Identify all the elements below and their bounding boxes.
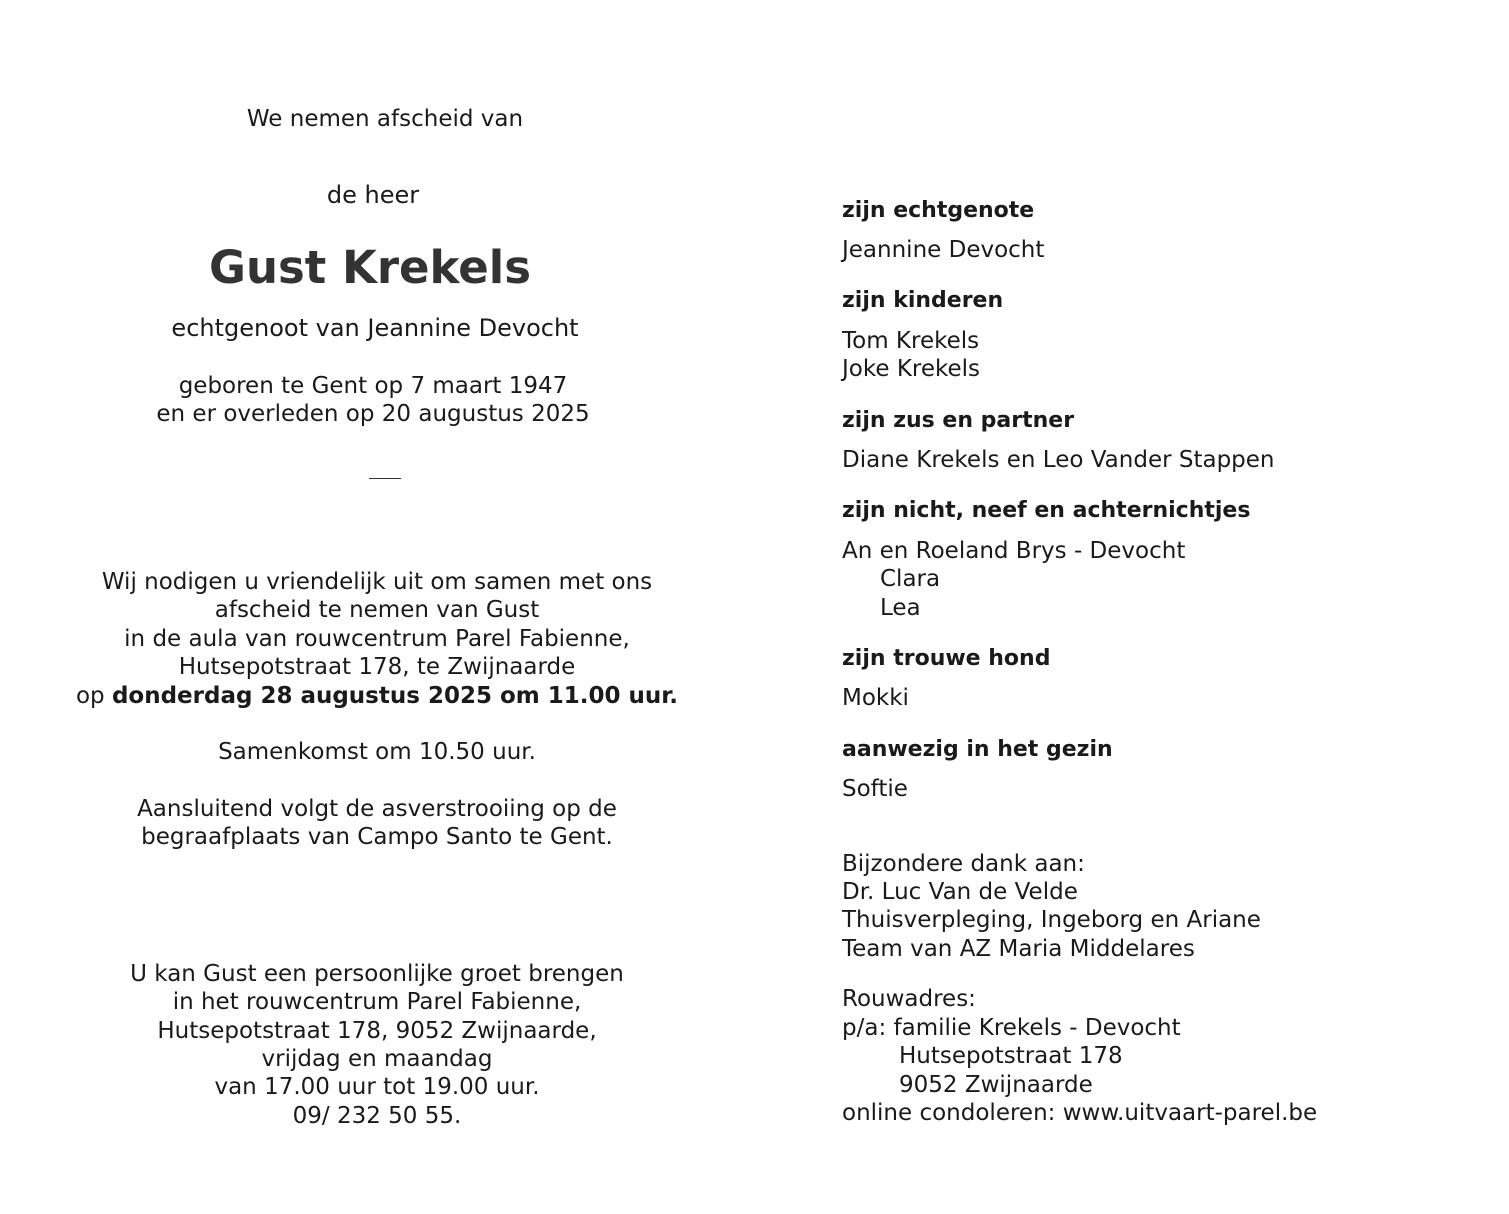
right-panel xyxy=(842,0,1492,1214)
deceased-name: Gust Krekels xyxy=(209,241,531,294)
grandniece-name: Clara xyxy=(880,566,941,592)
ceremony-date: donderdag 28 augustus 2025 om 11.00 uur. xyxy=(111,683,679,709)
thanks-line-3: Thuisverpleging, Ingeborg en Ariane xyxy=(842,907,1261,933)
visit-line-3: Hutsepotstraat 178, 9052 Zwijnaarde, xyxy=(157,1018,597,1044)
sister-heading: zijn zus en partner xyxy=(842,408,1075,433)
visit-line-4: vrijdag en maandag xyxy=(261,1046,493,1072)
visit-line-1: U kan Gust een persoonlijke groet brengen xyxy=(130,961,624,987)
address-line-1: Rouwadres: xyxy=(842,986,976,1012)
visit-line-2: in het rouwcentrum Parel Fabienne, xyxy=(172,989,582,1015)
present-name: Softie xyxy=(842,776,908,802)
title-prefix: de heer xyxy=(326,181,420,209)
niece-heading: zijn nicht, neef en achternichtjes xyxy=(842,498,1251,523)
address-line-3: Hutsepotstraat 178 xyxy=(899,1043,1123,1069)
invitation-prefix: op xyxy=(75,683,112,709)
invitation-line-4: Hutsepotstraat 178, te Zwijnaarde xyxy=(178,654,576,680)
present-heading: aanwezig in het gezin xyxy=(842,737,1113,762)
address-line-4: 9052 Zwijnaarde xyxy=(899,1072,1093,1098)
dog-heading: zijn trouwe hond xyxy=(842,646,1051,671)
separator-line xyxy=(369,478,401,479)
intro-text: We nemen afscheid van xyxy=(246,106,524,132)
scatter-line-1: Aansluitend volgt de asverstrooiing op de xyxy=(137,796,617,822)
wife-heading: zijn echtgenote xyxy=(842,198,1035,223)
scatter-line-2: begraafplaats van Campo Santo te Gent. xyxy=(141,824,613,850)
address-line-2: p/a: familie Krekels - Devocht xyxy=(842,1015,1181,1041)
dog-name: Mokki xyxy=(842,685,909,711)
died-line: en er overleden op 20 augustus 2025 xyxy=(156,401,590,427)
gathering-text: Samenkomst om 10.50 uur. xyxy=(218,739,536,765)
grandniece-name: Lea xyxy=(880,595,921,621)
invitation-line-5 xyxy=(0,682,762,711)
sister-names: Diane Krekels en Leo Vander Stappen xyxy=(842,447,1275,473)
invitation-line-2: afscheid te nemen van Gust xyxy=(214,597,540,623)
child-name: Joke Krekels xyxy=(842,356,981,382)
thanks-line-2: Dr. Luc Van de Velde xyxy=(842,879,1078,905)
spouse-line: echtgenoot van Jeannine Devocht xyxy=(171,314,579,342)
thanks-line-1: Bijzondere dank aan: xyxy=(842,851,1085,877)
condolence-link[interactable]: online condoleren: www.uitvaart-parel.be xyxy=(842,1100,1318,1126)
invitation-line-1: Wij nodigen u vriendelijk uit om samen met ons xyxy=(101,569,653,595)
children-heading: zijn kinderen xyxy=(842,288,1004,313)
visit-phone: 09/ 232 50 55. xyxy=(292,1103,462,1129)
invitation-line-3: in de aula van rouwcentrum Parel Fabienne, xyxy=(124,626,630,652)
visit-line-5: van 17.00 uur tot 19.00 uur. xyxy=(214,1074,540,1100)
born-line: geboren te Gent op 7 maart 1947 xyxy=(178,373,568,399)
thanks-line-4: Team van AZ Maria Middelares xyxy=(842,936,1195,962)
niece-names: An en Roeland Brys - Devocht xyxy=(842,538,1186,564)
wife-name: Jeannine Devocht xyxy=(842,237,1045,263)
child-name: Tom Krekels xyxy=(842,328,980,354)
